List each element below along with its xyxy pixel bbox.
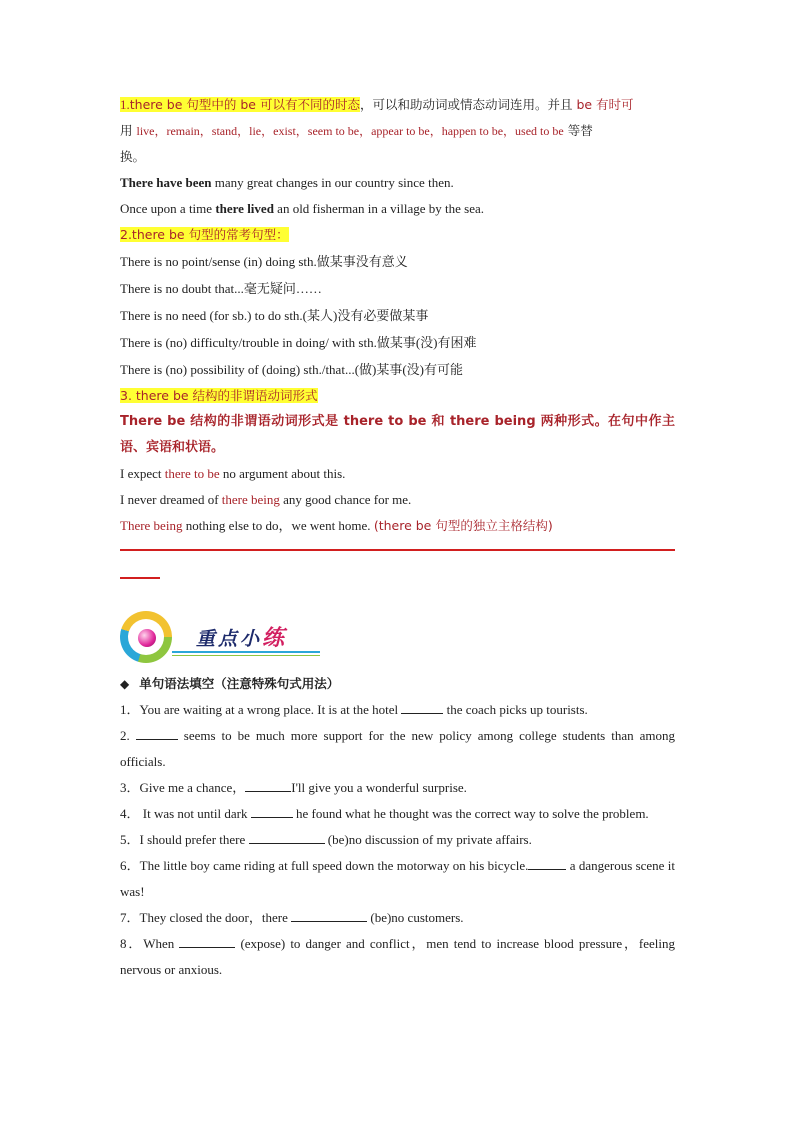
section1-line2 [120, 118, 675, 144]
section3-example3-note: (there be 句型的独立主格结构) [373, 518, 553, 533]
section2-item: There is no need (for sb.) to do sth.(某人)没有必要做某事 [120, 308, 429, 323]
section3-description: There be 结构的非谓语动词形式是 there to be 和 there being 两种形式。在句中作主语、宾语和状语。 [120, 414, 675, 455]
section3-example1-pre: I expect [120, 466, 165, 481]
question-2 [120, 723, 675, 775]
question-text: 4． It was not until dark [120, 806, 251, 821]
section3-example2-red: there being [221, 492, 280, 507]
question-text: a dangerous scene it was! [120, 858, 676, 899]
question-text: seems to be much more support for the new policy among college students than among officials. [120, 728, 676, 769]
section1-example2 [120, 196, 675, 222]
section1-title [120, 92, 675, 118]
section2-item: There is (no) difficulty/trouble in doing/ with sth.做某事(没)有困难 [120, 335, 477, 350]
question-text: I'll give you a wonderful surprise. [291, 780, 467, 795]
section2-item: There is no point/sense (in) doing sth.做某事没有意义 [120, 254, 408, 269]
answer-blank[interactable] [291, 907, 367, 922]
section1-title-rest: ，可以和助动词或情态动词连用。并且 [359, 97, 573, 112]
section1-title-be: be 有时可 [572, 97, 634, 112]
question-text: 8．When [120, 936, 180, 951]
practice-banner [120, 611, 675, 669]
question-text: (be)no customers. [367, 910, 464, 925]
question-text: (expose) to danger and conflict，men tend to increase blood pressure，feeling nervous or anxious. [120, 936, 675, 977]
question-5 [120, 827, 675, 853]
section1-example1 [120, 170, 675, 196]
section1-example2-pre: Once upon a time [120, 201, 216, 216]
section1-line3: 换。 [120, 149, 146, 164]
banner-underline-secondary [172, 655, 320, 656]
section1-example2-rest: an old fisherman in a village by the sea. [273, 201, 485, 216]
answer-blank[interactable] [528, 855, 566, 870]
section3-example3-mid: nothing else to do，we went home. [182, 518, 374, 533]
section1-line2-end: 等替 [563, 123, 593, 138]
diamond-bullet-icon: ◆ [120, 677, 130, 691]
ball-icon [138, 629, 156, 647]
document-page [120, 92, 675, 983]
question-text: 7．They closed the door，there [120, 910, 292, 925]
banner-title-main: 重点小 [196, 628, 263, 650]
section1-title-highlight: there be 句型中的 be 可以有不同的时态 [129, 97, 360, 112]
question-text: 3．Give me a chance， [120, 780, 246, 795]
section1-verbs: live，remain，stand，lie，exist，seem to be，appear to be，happen to be，used to be [136, 124, 564, 138]
answer-blank[interactable] [251, 803, 293, 818]
question-3 [120, 775, 675, 801]
question-text: 6．The little boy came riding at full speed down the motorway on his bicycle. [120, 858, 529, 873]
section3-example3 [120, 513, 675, 539]
question-text: he found what he thought was the correct way to solve the problem. [292, 806, 649, 821]
exercise-heading [120, 671, 675, 697]
question-7 [120, 905, 675, 931]
section1-example2-bold: there lived [215, 201, 274, 216]
section1-example1-rest: many great changes in our country since then. [211, 175, 454, 190]
question-6 [120, 853, 675, 905]
section3-example2-rest: any good chance for me. [279, 492, 412, 507]
section3-example2 [120, 487, 675, 513]
answer-blank[interactable] [249, 829, 325, 844]
section1-line2-start: 用 [120, 123, 137, 138]
banner-title-pink: 练 [262, 626, 288, 651]
section3-title [120, 383, 675, 409]
question-8 [120, 931, 675, 983]
divider-line-short [120, 577, 160, 579]
answer-blank[interactable] [401, 699, 443, 714]
section1-title-num: 1. [120, 97, 130, 112]
section3-example1 [120, 461, 675, 487]
section3-title-text: 3. there be 结构的非谓语动词形式 [120, 388, 318, 403]
exercise-heading-text: 单句语法填空（注意特殊句式用法） [139, 676, 340, 691]
section1-example1-bold: There have been [120, 175, 212, 190]
question-text: (be)no discussion of my private affairs. [324, 832, 532, 847]
section3-example1-red: there to be [164, 466, 220, 481]
section2-item: There is no doubt that...毫无疑问…… [120, 281, 322, 296]
answer-blank[interactable] [245, 777, 291, 792]
answer-blank[interactable] [136, 725, 178, 740]
section3-example1-rest: no argument about this. [219, 466, 346, 481]
question-4 [120, 801, 675, 827]
question-text: the coach picks up tourists. [443, 702, 588, 717]
question-1 [120, 697, 675, 723]
section3-example2-pre: I never dreamed of [120, 492, 222, 507]
question-text: 1．You are waiting at a wrong place. It is at the hotel [120, 702, 402, 717]
section3-example3-red: There being [120, 518, 183, 533]
banner-title [196, 621, 287, 652]
section2-title-text: 2.there be 句型的常考句型： [120, 227, 289, 242]
section2-item: There is (no) possibility of (doing) sth./that...(做)某事(没)有可能 [120, 362, 464, 377]
question-text: 2. [120, 728, 136, 743]
section2-title [120, 222, 675, 248]
question-text: 5．I should prefer there [120, 832, 249, 847]
answer-blank[interactable] [179, 933, 235, 948]
divider-line [120, 549, 675, 551]
